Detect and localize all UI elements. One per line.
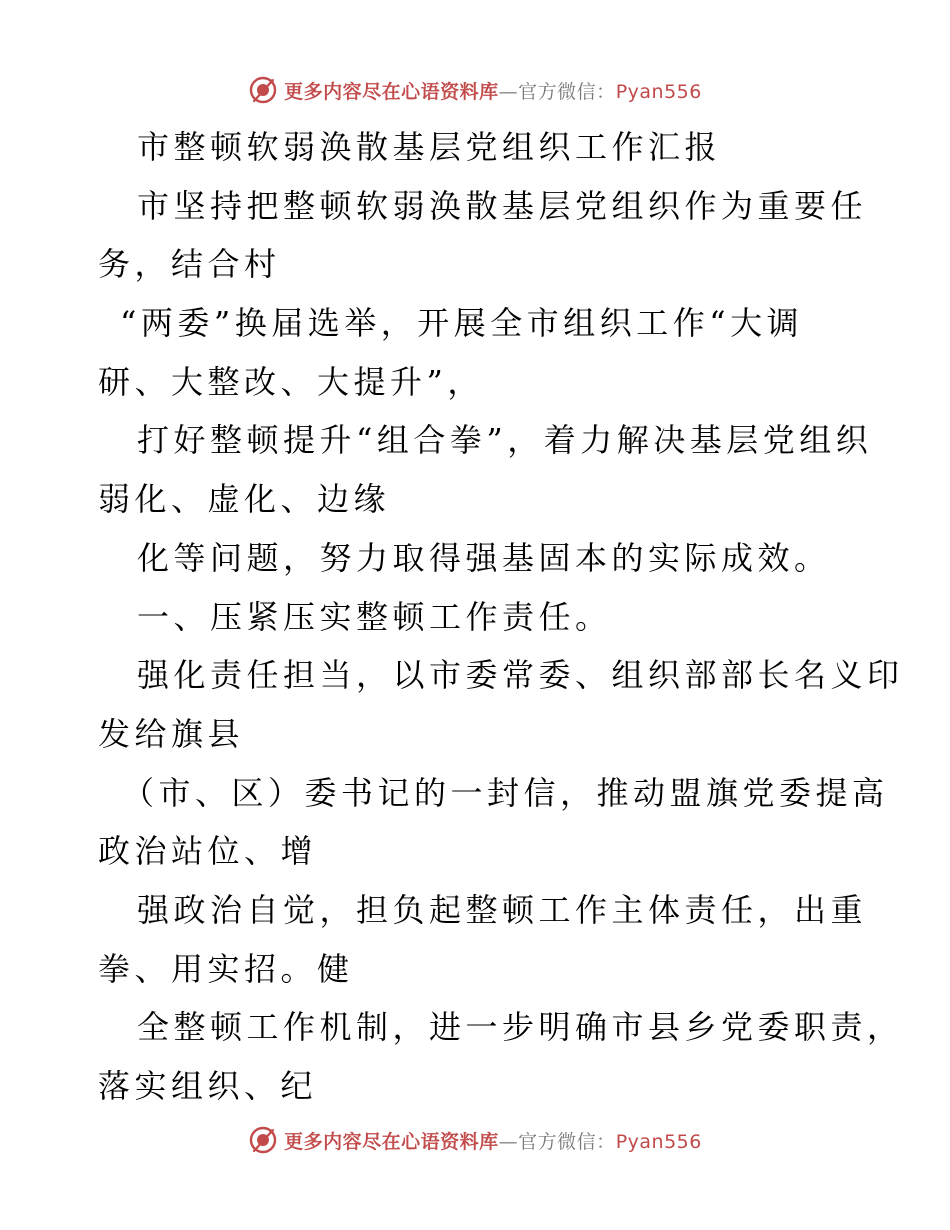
paragraph-line: 研、大整改、大提升”， [98, 362, 484, 401]
footer-watermark-banner [0, 1122, 950, 1158]
paragraph-line: 市坚持把整顿软弱涣散基层党组织作为重要任 [137, 186, 868, 225]
quill-logo-icon [248, 1125, 278, 1155]
paragraph-line: 政治站位、增 [98, 832, 318, 871]
paragraph-line: 落实组织、纪 [98, 1067, 318, 1105]
paragraph-line: 化等问题，努力取得强基固本的实际成效。 [137, 538, 831, 577]
footer-brand: 更多内容尽在心语资料库 [284, 1130, 499, 1153]
header-brand: 更多内容尽在心语资料库 [284, 80, 499, 103]
paragraph-line: 务，结合村 [98, 245, 281, 284]
header-watermark-banner [0, 72, 950, 108]
quill-logo-icon [248, 75, 278, 105]
paragraph-line: （市、区）委书记的一封信，推动盟旗党委提高 [122, 773, 889, 812]
document-body [98, 118, 904, 1116]
paragraph-line: 弱化、虚化、边缘 [98, 480, 391, 519]
paragraph-line: 拳、用实招。健 [98, 949, 354, 988]
paragraph-line: 全整顿工作机制，进一步明确市县乡党委职责， [137, 1008, 904, 1047]
footer-wechat-id: Pyan556 [615, 1130, 702, 1153]
header-dash: — [498, 80, 519, 103]
footer-official-label: 官方微信： [518, 1130, 616, 1153]
header-wechat-id: Pyan556 [615, 80, 702, 103]
paragraph-line: “两委”换届选举，开展全市组织工作“大调 [120, 304, 804, 343]
footer-dash: — [498, 1130, 519, 1153]
paragraph-line: 强政治自觉，担负起整顿工作主体责任，出重 [137, 890, 868, 929]
paragraph-line: 打好整顿提升“组合拳”，着力解决基层党组织 [137, 421, 873, 460]
paragraph-line: 发给旗县 [98, 714, 245, 753]
section-heading: 一、压紧压实整顿工作责任。 [137, 597, 612, 636]
header-watermark-text [284, 77, 702, 104]
paragraph-line: 强化责任担当，以市委常委、组织部部长名义印 [137, 656, 904, 695]
header-official-label: 官方微信： [518, 80, 616, 103]
footer-watermark-text [284, 1127, 702, 1154]
document-title: 市整顿软弱涣散基层党组织工作汇报 [137, 128, 722, 166]
